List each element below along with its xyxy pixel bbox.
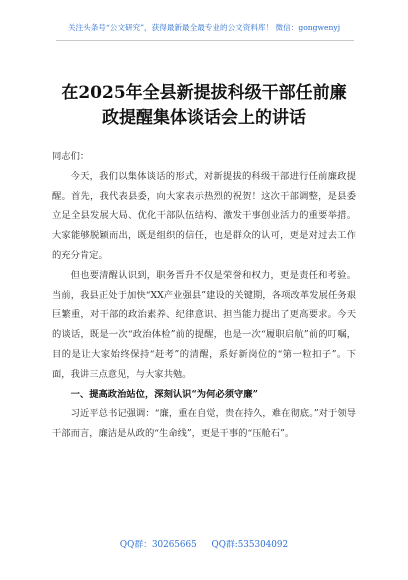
section-paragraph: 习近平总书记强调：“廉，重在自觉，贵在持久，难在彻底。”对于领导干部而言，廉洁是从政的“生命线”，更是干事的“压舱石”。 xyxy=(52,408,356,440)
document-body xyxy=(52,147,356,444)
title-line-1: 在2025年全县新提拔科级干部任前廉 xyxy=(61,83,347,103)
footer-qq-group-2: QQ群:535304092 xyxy=(211,540,289,550)
title-line-2: 政提醒集体谈话会上的讲话 xyxy=(102,108,306,128)
document-title xyxy=(30,81,378,131)
body-paragraph-2: 但也要清醒认识到，职务晋升不仅是荣誉和权力，更是责任和考验。当前，我县正处于加快“XX产业强县”建设的关键期，各项改革发展任务艰巨繁重，对干部的政治素养、纪律意识、担当能力提出了更高要求。今天的谈话，既是一次“政治体检”前的提醒，也是一次“履职启航”前的叮嘱，目的是让大家始终保持“赶考”的清醒，系好新岗位的“第一粒扣子”。下面，我讲三点意见，与大家共勉。 xyxy=(52,269,356,380)
body-paragraph-1: 今天，我们以集体谈话的形式，对新提拔的科级干部进行任前廉政提醒。首先，我代表县委，向大家表示热烈的祝贺！这次干部调整，是县委立足全县发展大局、优化干部队伍结构、激发干事创业活力的重要举措。大家能够脱颖而出，既是组织的信任，也是群众的认可，更是对过去工作的充分肯定。 xyxy=(52,170,356,261)
header-promo-note: 关注头条号“公文研究”，获得最新最全最专业的公文资料库！ 微信：gongwenyj xyxy=(67,23,341,32)
footer-contact xyxy=(0,537,408,550)
salutation: 同志们： xyxy=(52,151,90,162)
footer-qq-group-1: QQ群：30265665 xyxy=(119,540,197,550)
header-divider xyxy=(56,40,354,41)
section-heading: 一、提高政治站位，深刻认识“为何必须守廉” xyxy=(70,388,258,400)
